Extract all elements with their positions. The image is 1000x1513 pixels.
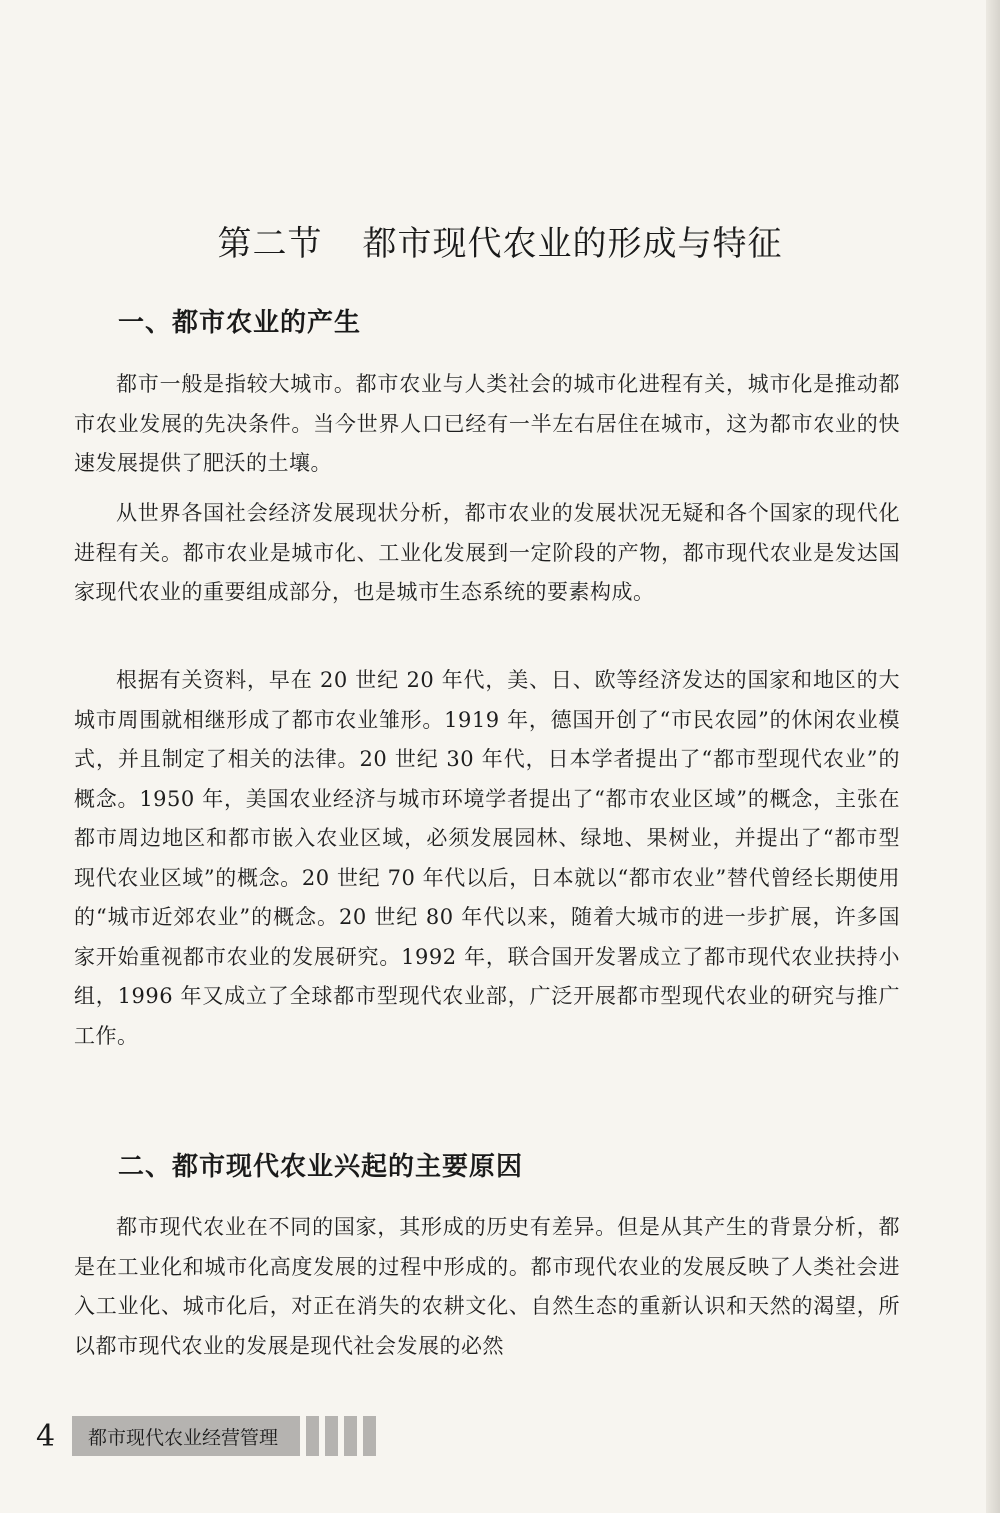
footer-decoration-block (306, 1416, 319, 1456)
running-book-title: 都市现代农业经营管理 (72, 1416, 300, 1456)
footer-decoration-block (325, 1416, 338, 1456)
heading-reasons: 二、都市现代农业兴起的主要原因 (118, 1152, 524, 1182)
chapter-title (0, 216, 1000, 265)
paragraph-1: 都市一般是指较大城市。都市农业与人类社会的城市化进程有关，城市化是推动都市农业发展的先决条件。当今世界人口已经有一半左右居住在城市，这为都市农业的快速发展提供了肥沃的土壤。 (74, 372, 900, 475)
page-footer (36, 1416, 376, 1456)
page-number: 4 (36, 1418, 56, 1454)
footer-decoration-block (363, 1416, 376, 1456)
heading-origin: 一、都市农业的产生 (118, 308, 362, 338)
section-number: 第二节 (217, 223, 323, 264)
section-title: 都市现代农业的形成与特征 (362, 223, 783, 264)
paragraph-2: 从世界各国社会经济发展现状分析，都市农业的发展状况无疑和各个国家的现代化进程有关。都市农业是城市化、工业化发展到一定阶段的产物，都市现代农业是发达国家现代农业的重要组成部分，也是城市生态系统的要素构成。 (74, 501, 900, 604)
paragraph-3: 根据有关资料，早在 20 世纪 20 年代，美、日、欧等经济发达的国家和地区的大城市周围就相继形成了都市农业雏形。1919 年，德国开创了“市民农园”的休闲农业模式，并且制定了相关的法律。20 世纪 30 年代，日本学者提出了“都市型现代农业”的概念。1950 年，美国农业经济与城市环境学者提出了“都市农业区域”的概念，主张在都市周边地区和都市嵌入农业区域，必须发展园林、绿地、果树业，并提出了“都市型现代农业区域”的概念。20 世纪 70 年代以后，日本就以“都市农业”替代曾经长期使用的“城市近郊农业”的概念。20 世纪 80 年代以来，随着大城市的进一步扩展，许多国家开始重视都市农业的发展研究。1992 年，联合国开发署成立了都市现代农业扶持小组，1996 年又成立了全球都市型现代农业部，广泛开展都市型现代农业的研究与推广工作。 (74, 668, 900, 1048)
paragraph-4: 都市现代农业在不同的国家，其形成的历史有差异。但是从其产生的背景分析，都是在工业化和城市化高度发展的过程中形成的。都市现代农业的发展反映了人类社会进入工业化、城市化后，对正在消失的农耕文化、自然生态的重新认识和天然的渴望，所以都市现代农业的发展是现代社会发展的必然 (74, 1215, 900, 1358)
footer-decoration-block (344, 1416, 357, 1456)
